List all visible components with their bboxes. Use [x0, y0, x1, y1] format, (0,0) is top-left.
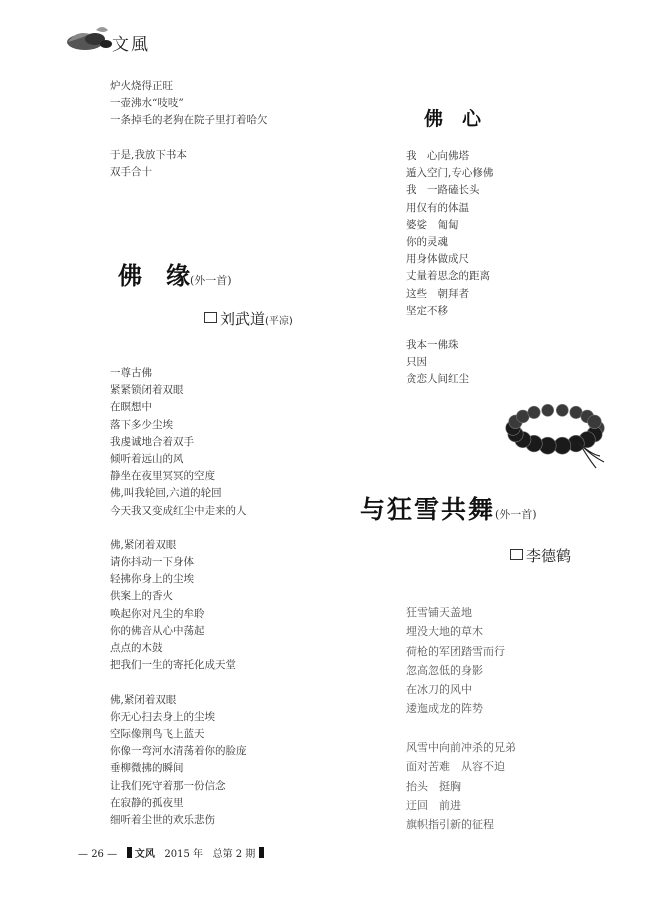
page-number: 26: [91, 849, 104, 860]
prayer-beads-icon: [500, 398, 610, 478]
footer-magazine: 文风: [134, 849, 155, 860]
poem-line: 双手合十: [110, 165, 152, 178]
bead: [556, 404, 568, 416]
poem-body-foxin: [406, 148, 493, 389]
poem-line: 忽高忽低的身影: [406, 663, 483, 677]
poem-line: 荷枪的军团踏雪而行: [406, 644, 505, 658]
poem-line: 轻拂你身上的尘埃: [110, 573, 194, 586]
footer-bar-icon: [259, 847, 264, 858]
poem-line: 佛,紧闭着双眼: [110, 693, 177, 706]
footer-dash-left: —: [78, 849, 88, 860]
poem-line: 于是,我放下书本: [110, 148, 187, 161]
poem-title-foyuan-text: 佛 缘: [118, 262, 190, 290]
poem-line: 逶迤成龙的阵势: [406, 702, 483, 716]
magazine-logo: [60, 22, 180, 56]
poem-line: 一壶沸水“吱吱”: [110, 97, 184, 110]
poem-body-xue: [406, 603, 516, 835]
poem-title-xue-text: 与狂雪共舞: [360, 495, 496, 524]
bead: [542, 404, 554, 416]
footer-year: 2015 年: [164, 849, 204, 860]
page-footer: [78, 845, 264, 860]
stanza-gap: [110, 520, 247, 537]
poem-line: 细听着尘世的欢乐悲伤: [110, 813, 215, 826]
poem-line: 佛,紧闭着双眼: [110, 538, 177, 551]
poem-line: 贪恋人间红尘: [406, 373, 469, 386]
poem-line: 这些 朝拜者: [406, 287, 469, 300]
stanza-gap: [406, 719, 516, 738]
poem-line: 在寂静的孤夜里: [110, 796, 184, 809]
poem-line: 静坐在夜里冥冥的空度: [110, 470, 215, 483]
poem-author-foyuan: [204, 308, 293, 329]
poem-line: 迂回 前进: [406, 798, 461, 812]
bead: [570, 406, 582, 418]
poem-title-foyuan: [118, 256, 232, 291]
poem-title-foxin: 佛 心: [424, 108, 482, 130]
poem-title-xue: [360, 490, 537, 526]
poem-author-xue: [510, 545, 571, 566]
poem-line: 婆娑 匍匐: [406, 218, 459, 231]
poem-line: 你像一弯河水清荡着你的脸庞: [110, 745, 247, 758]
poem-line: 紧紧锁闭着双眼: [110, 384, 184, 397]
poem-line: 你的佛音从心中荡起: [110, 624, 205, 637]
poem-line: 炉火烧得正旺: [110, 80, 173, 92]
author-name-foyuan: 刘武道: [220, 310, 266, 328]
poem-line: 坚定不移: [406, 304, 448, 317]
top-poem-continuation: [110, 78, 268, 181]
poem-line: 用仅有的体温: [406, 201, 469, 214]
author-place-foyuan: (平凉): [265, 316, 293, 327]
footer-dash-right: —: [107, 849, 118, 860]
footer-issue: 总第 2 期: [212, 849, 256, 860]
poem-line: 你无心扫去身上的尘埃: [110, 710, 215, 723]
bead: [588, 415, 602, 429]
poem-line: 请你抖动一下身体: [110, 556, 194, 569]
footer-bar-icon: [127, 847, 132, 858]
poem-line: 遁入空门,专心修佛: [406, 167, 494, 180]
author-box-icon: [510, 549, 523, 560]
poem-line: 抬头 挺胸: [406, 779, 461, 793]
poem-line: 佛,叫我轮回,六道的轮回: [110, 487, 222, 500]
stanza-gap: [110, 674, 247, 691]
poem-line: 风雪中向前冲杀的兄弟: [406, 741, 516, 755]
poem-line: 狂雪铺天盖地: [406, 606, 472, 619]
poem-line: 我 一路磕长头: [406, 184, 480, 197]
poem-line: 落下多少尘埃: [110, 418, 173, 431]
poem-line: 供案上的香火: [110, 590, 173, 603]
poem-line: 点点的木鼓: [110, 642, 163, 654]
poem-line: 让我们死守着那一份信念: [110, 779, 226, 792]
author-name-xue: 李德鹤: [526, 547, 572, 565]
author-box-icon: [204, 312, 217, 323]
poem-line: 面对苦难 从容不迫: [406, 760, 505, 774]
poem-line: 只因: [406, 356, 427, 369]
poem-line: 丈量着思念的距离: [406, 270, 490, 283]
poem-line: 倾听着远山的风: [110, 452, 184, 465]
bead: [516, 410, 529, 423]
poem-line: 在瞑想中: [110, 401, 152, 414]
poem-line: 今天我又变成红尘中走来的人: [110, 504, 247, 517]
poem-line: 在冰刀的风中: [406, 683, 472, 697]
stanza-gap: [406, 320, 493, 337]
poem-line: 唤起你对凡尘的牟聆: [110, 607, 205, 620]
poem-line: 垂柳微拂的瞬间: [110, 762, 184, 775]
poem-subtitle-xue: (外一首): [495, 508, 537, 521]
poem-line: 旗帜指引新的征程: [406, 818, 494, 832]
poem-line: 你的灵魂: [406, 235, 448, 248]
poem-line: 把我们一生的寄托化成天堂: [110, 659, 236, 672]
poem-subtitle-foyuan: (外一首): [190, 274, 232, 287]
poem-line: 一尊古佛: [110, 367, 152, 379]
lotus-leaf-icon: [60, 22, 120, 56]
poem-line: 空际像荆鸟飞上蓝天: [110, 727, 205, 740]
poem-line: 埋没大地的草木: [406, 625, 483, 639]
prayer-beads-image: [500, 398, 610, 478]
poem-line: 我虔诚地合着双手: [110, 435, 194, 448]
magazine-title: 文風: [112, 35, 150, 55]
poem-line: 我 心向佛塔: [406, 150, 469, 162]
poem-line: 我本一佛珠: [406, 339, 459, 352]
poem-body-foyuan: [110, 365, 247, 829]
stanza-gap: [110, 130, 268, 147]
poem-line: 用身体做成尺: [406, 253, 469, 266]
bead: [528, 406, 540, 418]
poem-line: 一条掉毛的老狗在院子里打着哈欠: [110, 114, 268, 127]
